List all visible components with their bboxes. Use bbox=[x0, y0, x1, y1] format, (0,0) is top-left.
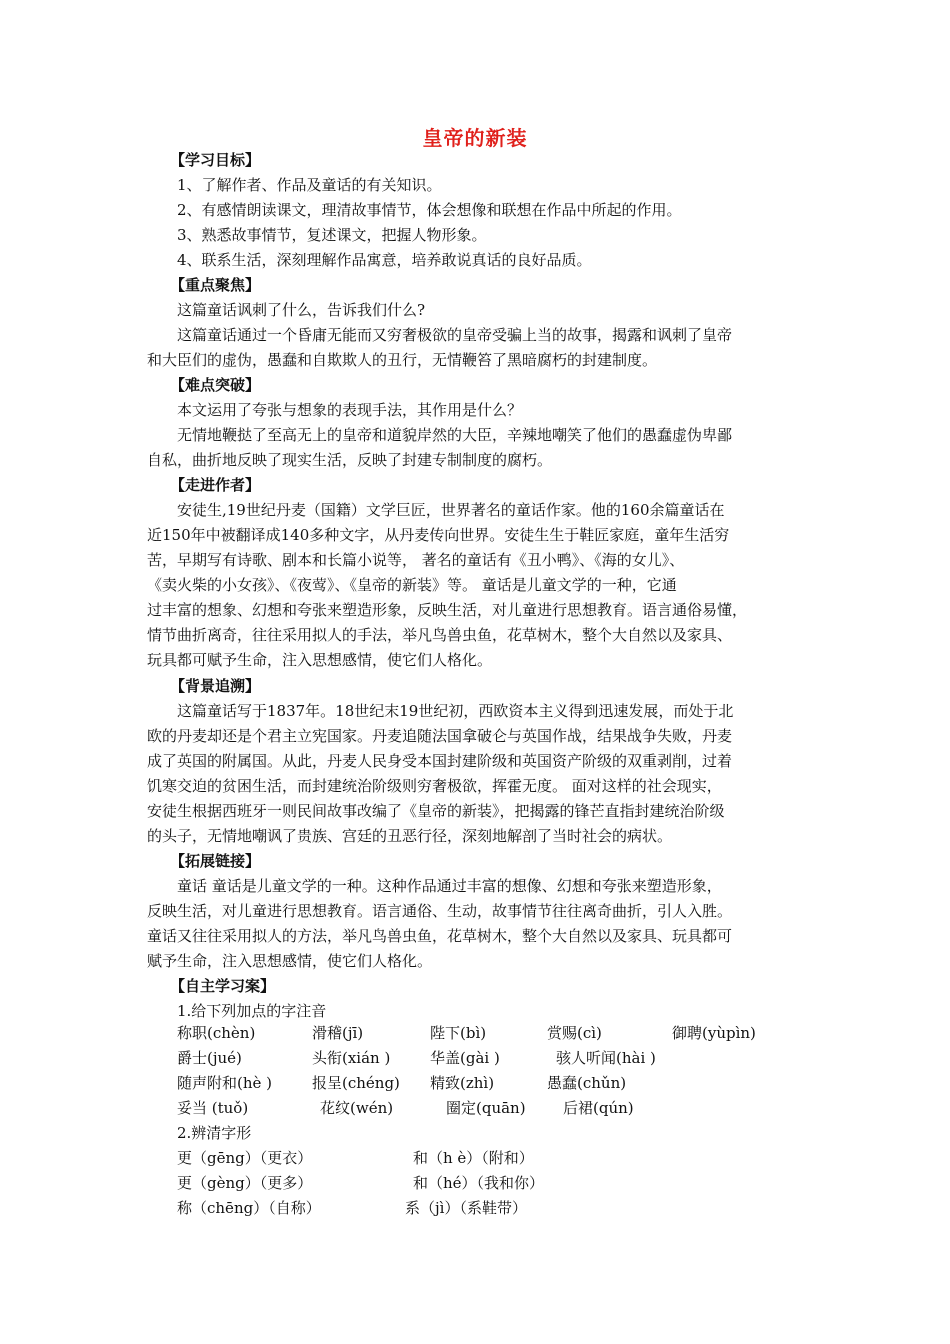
glyph-item: 和（h è）（附和） bbox=[413, 1149, 534, 1167]
pinyin-item: 滑稽(jī) bbox=[312, 1024, 364, 1042]
glyph-item: 称（chēng）（自称） bbox=[177, 1199, 321, 1217]
section-heading-focus: 【重点聚焦】 bbox=[170, 276, 261, 294]
author-paragraph-line: 苦，早期写有诗歌、剧本和长篇小说等， 著名的童话有《丑小鸭》、《海的女儿》、 bbox=[147, 551, 685, 569]
section-heading-goals: 【学习目标】 bbox=[170, 151, 261, 169]
glyph-item: 和（hé）（我和你） bbox=[413, 1174, 545, 1192]
pinyin-item: 妥当 (tuǒ) bbox=[177, 1099, 249, 1117]
goal-item: 4、联系生活，深刻理解作品寓意，培养敢说真话的良好品质。 bbox=[177, 251, 592, 269]
goal-item: 2、有感情朗读课文，理清故事情节，体会想像和联想在作品中所起的作用。 bbox=[177, 201, 682, 219]
difficulty-question: 本文运用了夸张与想象的表现手法，其作用是什么？ bbox=[177, 401, 523, 419]
pinyin-item: 精致(zhì) bbox=[430, 1074, 495, 1092]
extension-paragraph-line: 童话 童话是儿童文学的一种。这种作品通过丰富的想像、幻想和夸张来塑造形象， bbox=[177, 877, 722, 895]
author-paragraph-line: 安徒生,19世纪丹麦（国籍）文学巨匠，世界著名的童话作家。他的160余篇童话在 bbox=[177, 501, 725, 519]
focus-question: 这篇童话讽刺了什么，告诉我们什么? bbox=[177, 301, 426, 319]
section-heading-extension: 【拓展链接】 bbox=[170, 852, 261, 870]
difficulty-answer-line: 自私，曲折地反映了现实生活，反映了封建专制制度的腐朽。 bbox=[147, 451, 553, 469]
section-heading-self-study: 【自主学习案】 bbox=[170, 977, 276, 995]
pinyin-item: 华盖(gài ) bbox=[430, 1049, 500, 1067]
pinyin-item: 头衔(xián ) bbox=[312, 1049, 391, 1067]
section-heading-background: 【背景追溯】 bbox=[170, 677, 261, 695]
glyph-item: 系（jì）（系鞋带） bbox=[405, 1199, 527, 1217]
background-paragraph-line: 成了英国的附属国。从此，丹麦人民身受本国封建阶级和英国资产阶级的双重剥削，过着 bbox=[147, 752, 733, 770]
author-paragraph-line: 玩具都可赋予生命，注入思想感情，使它们人格化。 bbox=[147, 651, 493, 669]
focus-answer-line: 和大臣们的虚伪，愚蠢和自欺欺人的丑行，无情鞭笞了黑暗腐朽的封建制度。 bbox=[147, 351, 658, 369]
background-paragraph-line: 的头子，无情地嘲讽了贵族、宫廷的丑恶行径，深刻地解剖了当时社会的病状。 bbox=[147, 827, 673, 845]
goal-item: 3、熟悉故事情节，复述课文，把握人物形象。 bbox=[177, 226, 487, 244]
author-paragraph-line: 过丰富的想象、幻想和夸张来塑造形象，反映生活，对儿童进行思想教育。语言通俗易懂， bbox=[147, 601, 748, 619]
author-paragraph-line: 《卖火柴的小女孩》、《夜莺》、《皇帝的新装》等。 童话是儿童文学的一种，它通 bbox=[147, 576, 677, 594]
pinyin-item: 御聘(yùpìn) bbox=[672, 1024, 756, 1042]
pinyin-item: 后裙(qún) bbox=[563, 1099, 634, 1117]
pinyin-item: 随声附和(hè ) bbox=[177, 1074, 273, 1092]
difficulty-answer-line: 无情地鞭挞了至高无上的皇帝和道貌岸然的大臣，辛辣地嘲笑了他们的愚蠢虚伪卑鄙 bbox=[177, 426, 733, 444]
pinyin-item: 称职(chèn) bbox=[177, 1024, 256, 1042]
goal-item: 1、了解作者、作品及童话的有关知识。 bbox=[177, 176, 442, 194]
author-paragraph-line: 近150年中被翻译成140多种文字，从丹麦传向世界。安徒生生于鞋匠家庭，童年生活穷 bbox=[147, 526, 730, 544]
glyph-item: 更（gēng）（更衣） bbox=[177, 1149, 313, 1167]
pinyin-item: 愚蠢(chǔn) bbox=[547, 1074, 627, 1092]
pinyin-item: 赏赐(cì) bbox=[547, 1024, 602, 1042]
background-paragraph-line: 安徒生根据西班牙一则民间故事改编了《皇帝的新装》，把揭露的锋芒直指封建统治阶级 bbox=[147, 802, 725, 820]
pinyin-item: 爵士(jué) bbox=[177, 1049, 242, 1067]
extension-paragraph-line: 赋予生命，注入思想感情，使它们人格化。 bbox=[147, 952, 433, 970]
pinyin-item: 骇人听闻(hài ) bbox=[556, 1049, 656, 1067]
pinyin-item: 花纹(wén) bbox=[320, 1099, 394, 1117]
background-paragraph-line: 欧的丹麦却还是个君主立宪国家。丹麦追随法国拿破仑与英国作战，结果战争失败，丹麦 bbox=[147, 727, 733, 745]
extension-paragraph-line: 反映生活，对儿童进行思想教育。语言通俗、生动，故事情节往往离奇曲折，引人入胜。 bbox=[147, 902, 733, 920]
document-title: 皇帝的新装 bbox=[422, 126, 528, 150]
extension-paragraph-line: 童话又往往采用拟人的方法，举凡鸟兽虫鱼，花草树木，整个大自然以及家具、玩具都可 bbox=[147, 927, 733, 945]
pinyin-item: 圈定(quān) bbox=[446, 1099, 526, 1117]
pinyin-item: 报呈(chéng) bbox=[312, 1074, 400, 1092]
exercise-1-title: 1.给下列加点的字注音 bbox=[177, 1002, 327, 1020]
author-paragraph-line: 情节曲折离奇，往往采用拟人的手法，举凡鸟兽虫鱼，花草树木，整个大自然以及家具、 bbox=[147, 626, 733, 644]
background-paragraph-line: 饥寒交迫的贫困生活，而封建统治阶级则穷奢极欲，挥霍无度。 面对这样的社会现实， bbox=[147, 777, 722, 795]
section-heading-difficulty: 【难点突破】 bbox=[170, 376, 261, 394]
section-heading-author: 【走进作者】 bbox=[170, 476, 261, 494]
pinyin-item: 陛下(bì) bbox=[430, 1024, 487, 1042]
exercise-2-title: 2.辨清字形 bbox=[177, 1124, 252, 1142]
background-paragraph-line: 这篇童话写于1837年。18世纪末19世纪初，西欧资本主义得到迅速发展，而处于北 bbox=[177, 702, 734, 720]
glyph-item: 更（gèng）（更多） bbox=[177, 1174, 313, 1192]
focus-answer-line: 这篇童话通过一个昏庸无能而又穷奢极欲的皇帝受骗上当的故事，揭露和讽刺了皇帝 bbox=[177, 326, 733, 344]
